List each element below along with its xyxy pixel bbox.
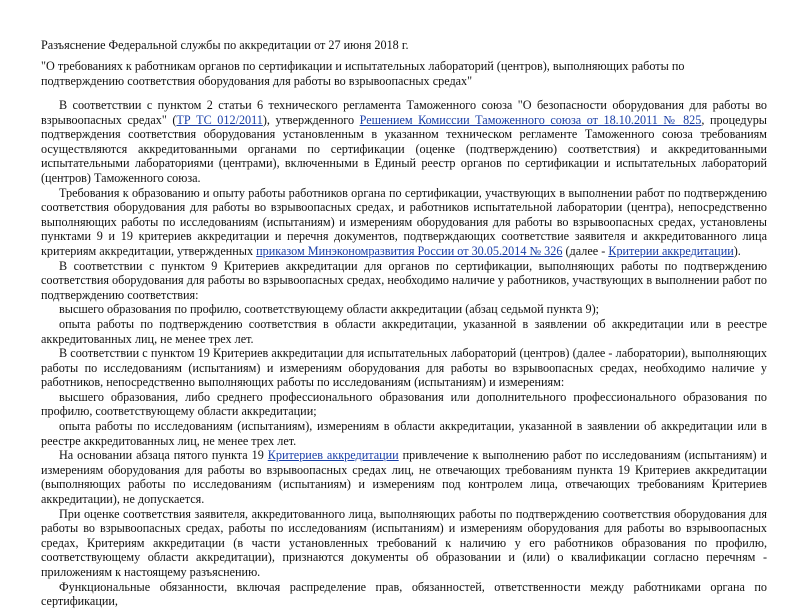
paragraph-3: В соответствии с пунктом 9 Критериев аккредитации для органов по сертификации, выполняющих работы по подтверждению соответствия оборудования для работы во взрывоопасных средах, необходимо наличие у работников, участвующих в выполнении работ по подтверждению соответствия:	[41, 258, 767, 302]
paragraph-11: Функциональные обязанности, включая распределение прав, обязанностей, ответственности между работниками органа по сертификации,	[41, 579, 767, 609]
paragraph-2	[41, 186, 767, 259]
paragraph-text: (далее -	[562, 243, 609, 258]
paragraph-6: В соответствии с пунктом 19 Критериев аккредитации для испытательных лабораторий (центров) (далее - лаборатории), выполняющих работы по исследованиям (испытаниям) и измерениям оборудования для работы во взрывоопасных средах, необходимо наличие у работников, непосредственно выполняющих работы по исследованиям (испытаниям) и измерениям:	[41, 346, 767, 390]
paragraph-text: В соответствии с пунктом 2 статьи 6 технического регламента Таможенного союза "О безопасности оборудования для работы во взрывоопасных средах" (	[41, 98, 767, 127]
paragraph-7: высшего образования, либо среднего профессионального образования или дополнительного профессионального образования по профилю, соответствующему области аккредитации;	[41, 389, 767, 419]
paragraph-text: ), утвержденного	[262, 112, 360, 127]
document-subtitle: "О требованиях к работникам органов по сертификации и испытательных лабораторий (центров), выполняющих работы по подтверждению соответствия оборудования для работы во взрывоопасных средах"	[41, 59, 685, 88]
document-body	[41, 98, 767, 609]
commission-decision-link[interactable]: Решением Комиссии Таможенного союза от 18.10.2011 № 825	[359, 112, 702, 127]
paragraph-1	[41, 98, 767, 186]
tr-ts-link[interactable]: ТР ТС 012/2011	[176, 112, 263, 127]
paragraph-8: опыта работы по исследованиям (испытаниям), измерениям в области аккредитации, указанной в заявлении об аккредитации или в реестре аккредитованных лиц, не менее трех лет.	[41, 419, 767, 448]
accreditation-criteria-link-2[interactable]: Критериев аккредитации	[267, 448, 399, 463]
paragraph-5: опыта работы по подтверждению соответствия в области аккредитации, указанной в заявлении об аккредитации или в реестре аккредитованных лиц, не менее трех лет.	[41, 316, 767, 346]
document-title: Разъяснение Федеральной службы по аккредитации от 27 июня 2018 г.	[41, 38, 409, 52]
paragraph-4: высшего образования по профилю, соответствующему области аккредитации (абзац седьмой пункта 9);	[59, 302, 600, 317]
paragraph-text: Требования к образованию и опыту работы работников органа по сертификации, участвующих в выполнении работ по подтверждению соответствия оборудования для работы во взрывоопасных средах, и работников испытательной лаборатории (центра), непосредственно выполняющих работы по исследованиям (испытаниям) и измерениям оборудования для работы во взрывоопасных средах, установлены пунктами 9 и 19 критериев аккредитации и перечня документов, подтверждающих соответствие заявителя и аккредитованного лица критериям аккредитации, утвержденных	[41, 185, 767, 258]
paragraph-text: На основании абзаца пятого пункта 19	[59, 448, 268, 463]
ministry-order-link[interactable]: приказом Минэкономразвития России от 30.05.2014 № 326	[256, 243, 563, 258]
paragraph-text: , процедуры подтверждения соответствия оборудования установленным в указанном техническом регламенте Таможенного союза требованиям осуществляются аккредитованными органами по сертификации (оценке (подтверждению) соответствия) и аккредитованными испытательными лабораториями (центрами), включенными в Единый реестр органов по сертификации и испытательных лабораторий (центров) Таможенного союза.	[41, 112, 767, 185]
paragraph-10: При оценке соответствия заявителя, аккредитованного лица, выполняющих работы по подтверждению соответствия оборудования для работы во взрывоопасных средах, работы по исследованиям (испытаниям) и измерениям оборудования для работы во взрывоопасных средах, Критериям аккредитации (в части установленных требований к наличию у его работников образования по профилю, соответствующему области аккредитации), признаются документы об образовании и (или) о квалификации согласно перечням - приложениям к настоящему разъяснению.	[41, 506, 767, 579]
paragraph-text: ).	[733, 243, 741, 258]
accreditation-criteria-link[interactable]: Критерии аккредитации	[608, 243, 734, 258]
paragraph-9	[41, 448, 767, 506]
paragraph-text: привлечение к выполнению работ по исследованиям (испытаниям) и измерениям оборудования для работы во взрывоопасных средах лиц, не отвечающих требованиям пункта 19 Критериев аккредитации (выполняющих работы по исследованиям (испытаниям) и измерениям под контролем лица, отвечающих требованиям Критериев аккредитации), не допускается.	[41, 448, 767, 507]
